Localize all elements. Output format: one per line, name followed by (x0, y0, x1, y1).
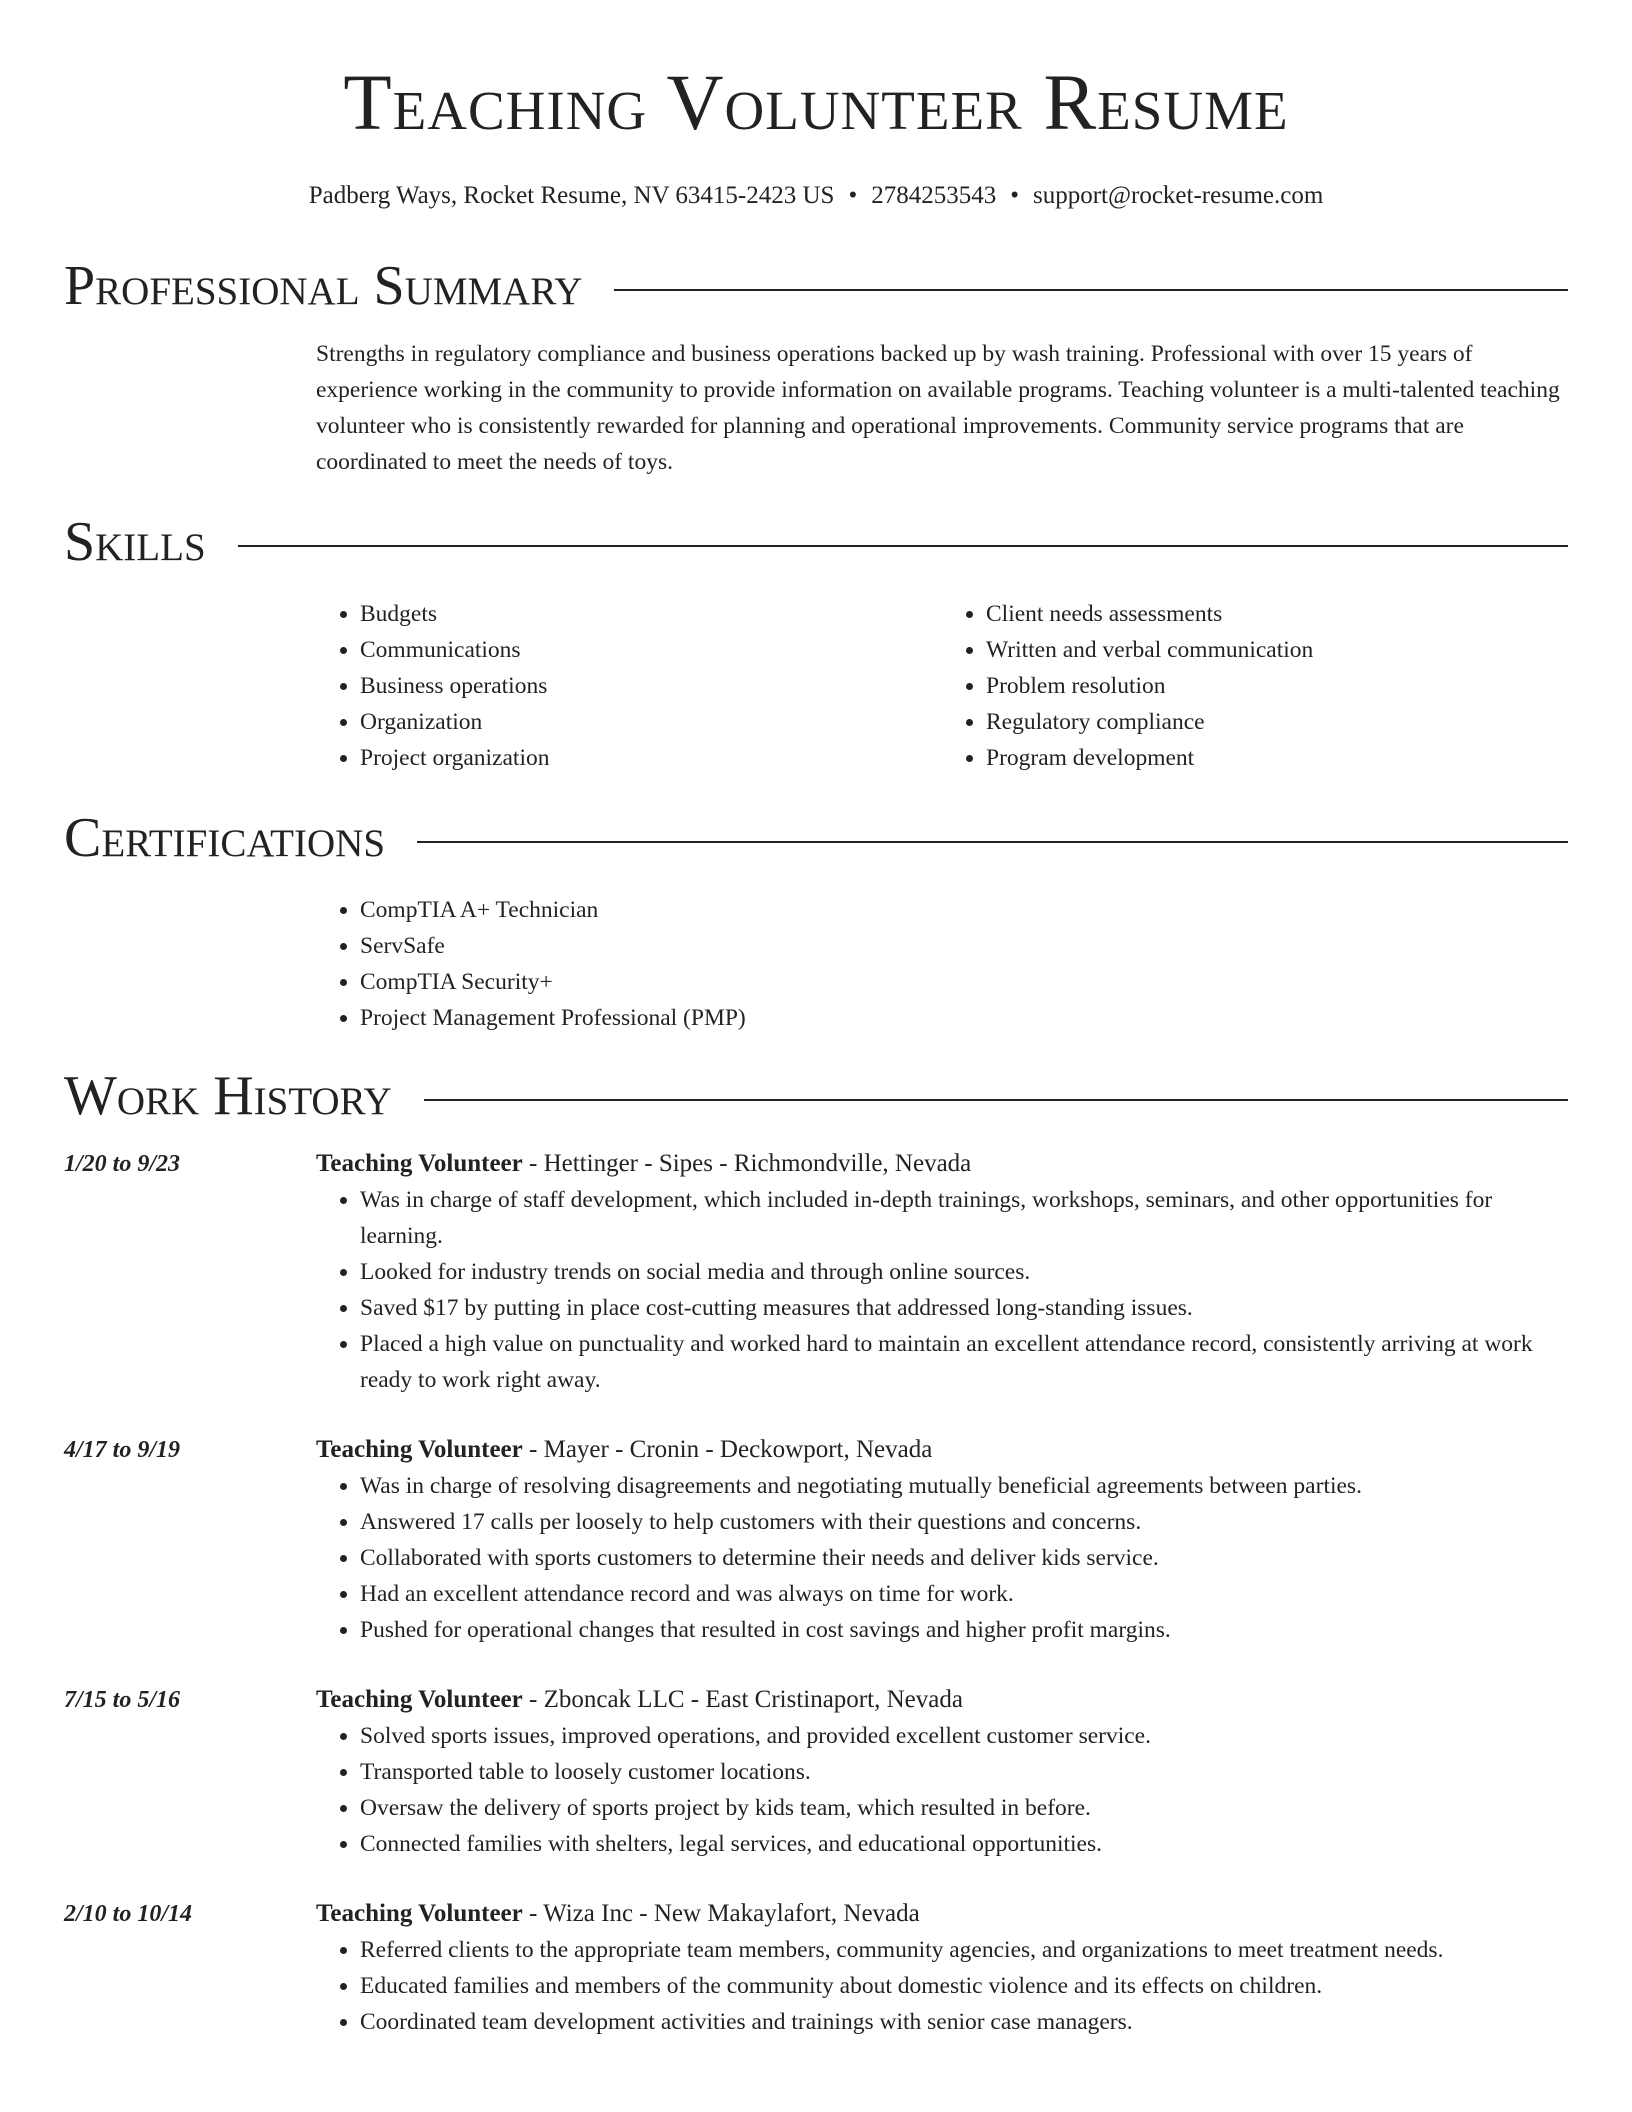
section-heading: Work History (64, 1065, 392, 1127)
job-details (316, 1432, 1568, 1648)
job-dates: 1/20 to 9/23 (64, 1151, 181, 1177)
job-employer: - Zboncak LLC - East Cristinaport, Nevada (522, 1686, 963, 1713)
section-divider (417, 841, 1568, 843)
job-bullet: • Was in charge of staff development, which included in-depth trainings, workshops, seminars, and other opportunities for learning. (360, 1182, 1568, 1254)
skills-section (64, 510, 1568, 776)
job-bullet: • Solved sports issues, improved operations, and provided excellent customer service. (360, 1718, 1568, 1754)
job-dates: 2/10 to 10/14 (64, 1901, 193, 1927)
job-entry (64, 1896, 1568, 2040)
job-entry (64, 1682, 1568, 1862)
resume-title: Teaching Volunteer Resume (343, 60, 1289, 147)
job-bullets (316, 1932, 1568, 2040)
summary-text: Strengths in regulatory compliance and business operations backed up by wash training. Professional with over 15 years of experience working in the community to provide information on available programs. Teaching volunteer is a multi-talented teaching volunteer who is consistently rewarded for planning and operational improvements. Community service programs that are coordinated to meet the needs of toys. (316, 341, 1560, 475)
skill-item: • Client needs assessments (986, 596, 1568, 632)
contact-email: support@rocket-resume.com (1032, 182, 1324, 209)
contact-separator: • (1010, 182, 1019, 209)
contact-phone: 2784253543 (871, 182, 997, 209)
contact-line (64, 180, 1568, 212)
job-title: Teaching Volunteer (316, 1900, 523, 1927)
job-details (316, 1896, 1568, 2040)
job-bullet: • Collaborated with sports customers to determine their needs and deliver kids service. (360, 1540, 1568, 1576)
skill-item: • Project organization (360, 740, 942, 776)
skills-body (316, 596, 1568, 776)
skill-item: • Budgets (360, 596, 942, 632)
certifications-list (316, 892, 1568, 1036)
skill-item: • Business operations (360, 668, 942, 704)
job-bullet: • Connected families with shelters, legal services, and educational opportunities. (360, 1826, 1568, 1862)
certifications-section (64, 806, 1568, 1036)
job-bullet: • Transported table to loosely customer locations. (360, 1754, 1568, 1790)
job-bullet: • Was in charge of resolving disagreements and negotiating mutually beneficial agreements between parties. (360, 1468, 1568, 1504)
section-divider (238, 545, 1568, 547)
job-details (316, 1682, 1568, 1862)
job-title: Teaching Volunteer (316, 1686, 523, 1713)
job-heading (316, 1146, 1568, 1182)
skill-item: • Communications (360, 632, 942, 668)
job-entry (64, 1432, 1568, 1648)
certification-item: • Project Management Professional (PMP) (360, 1000, 1568, 1036)
skill-item: • Problem resolution (986, 668, 1568, 704)
job-dates: 4/17 to 9/19 (64, 1437, 181, 1463)
skills-list-right (942, 596, 1568, 776)
skill-item: • Program development (986, 740, 1568, 776)
certifications-heading-row (64, 806, 1568, 870)
job-title: Teaching Volunteer (316, 1436, 523, 1463)
contact-address: Padberg Ways, Rocket Resume, NV 63415-2423 US (308, 182, 835, 209)
work-heading-row (64, 1064, 1568, 1128)
job-bullet: • Coordinated team development activities and trainings with senior case managers. (360, 2004, 1568, 2040)
job-bullet: • Pushed for operational changes that resulted in cost savings and higher profit margins. (360, 1612, 1568, 1648)
job-bullets (316, 1468, 1568, 1648)
job-employer: - Wiza Inc - New Makaylafort, Nevada (522, 1900, 920, 1927)
skills-heading-row (64, 510, 1568, 574)
skill-item: • Written and verbal communication (986, 632, 1568, 668)
section-divider (614, 289, 1568, 291)
certification-item: • CompTIA A+ Technician (360, 892, 1568, 928)
job-bullet: • Saved $17 by putting in place cost-cutting measures that addressed long-standing issues. (360, 1290, 1568, 1326)
job-bullets (316, 1182, 1568, 1398)
job-bullet: • Had an excellent attendance record and was always on time for work. (360, 1576, 1568, 1612)
section-heading: Professional Summary (64, 255, 583, 317)
job-bullet: • Looked for industry trends on social media and through online sources. (360, 1254, 1568, 1290)
job-details (316, 1146, 1568, 1398)
section-heading: Skills (64, 511, 206, 573)
job-bullet: • Educated families and members of the community about domestic violence and its effects on children. (360, 1968, 1568, 2004)
section-heading: Certifications (64, 807, 386, 869)
certification-item: • ServSafe (360, 928, 1568, 964)
job-heading (316, 1432, 1568, 1468)
job-bullet: • Answered 17 calls per loosely to help customers with their questions and concerns. (360, 1504, 1568, 1540)
job-employer: - Hettinger - Sipes - Richmondville, Nevada (522, 1150, 972, 1177)
summary-section (64, 254, 1568, 480)
job-bullet: • Placed a high value on punctuality and worked hard to maintain an excellent attendance record, consistently arriving at work ready to work right away. (360, 1326, 1568, 1398)
skill-item: • Regulatory compliance (986, 704, 1568, 740)
job-bullet: • Referred clients to the appropriate team members, community agencies, and organizations to meet treatment needs. (360, 1932, 1568, 1968)
job-heading (316, 1896, 1568, 1932)
job-bullet: • Oversaw the delivery of sports project by kids team, which resulted in before. (360, 1790, 1568, 1826)
job-employer: - Mayer - Cronin - Deckowport, Nevada (522, 1436, 933, 1463)
job-bullets (316, 1718, 1568, 1862)
certification-item: • CompTIA Security+ (360, 964, 1568, 1000)
contact-separator: • (848, 182, 858, 209)
job-dates: 7/15 to 5/16 (64, 1687, 181, 1713)
certifications-body (316, 892, 1568, 1036)
job-entry (64, 1146, 1568, 1398)
skill-item: • Organization (360, 704, 942, 740)
skills-list-left (316, 596, 942, 776)
section-divider (424, 1099, 1568, 1101)
job-heading (316, 1682, 1568, 1718)
summary-heading-row (64, 254, 1568, 318)
work-history-section (64, 1064, 1568, 2040)
job-title: Teaching Volunteer (316, 1150, 523, 1177)
summary-body (316, 336, 1568, 480)
